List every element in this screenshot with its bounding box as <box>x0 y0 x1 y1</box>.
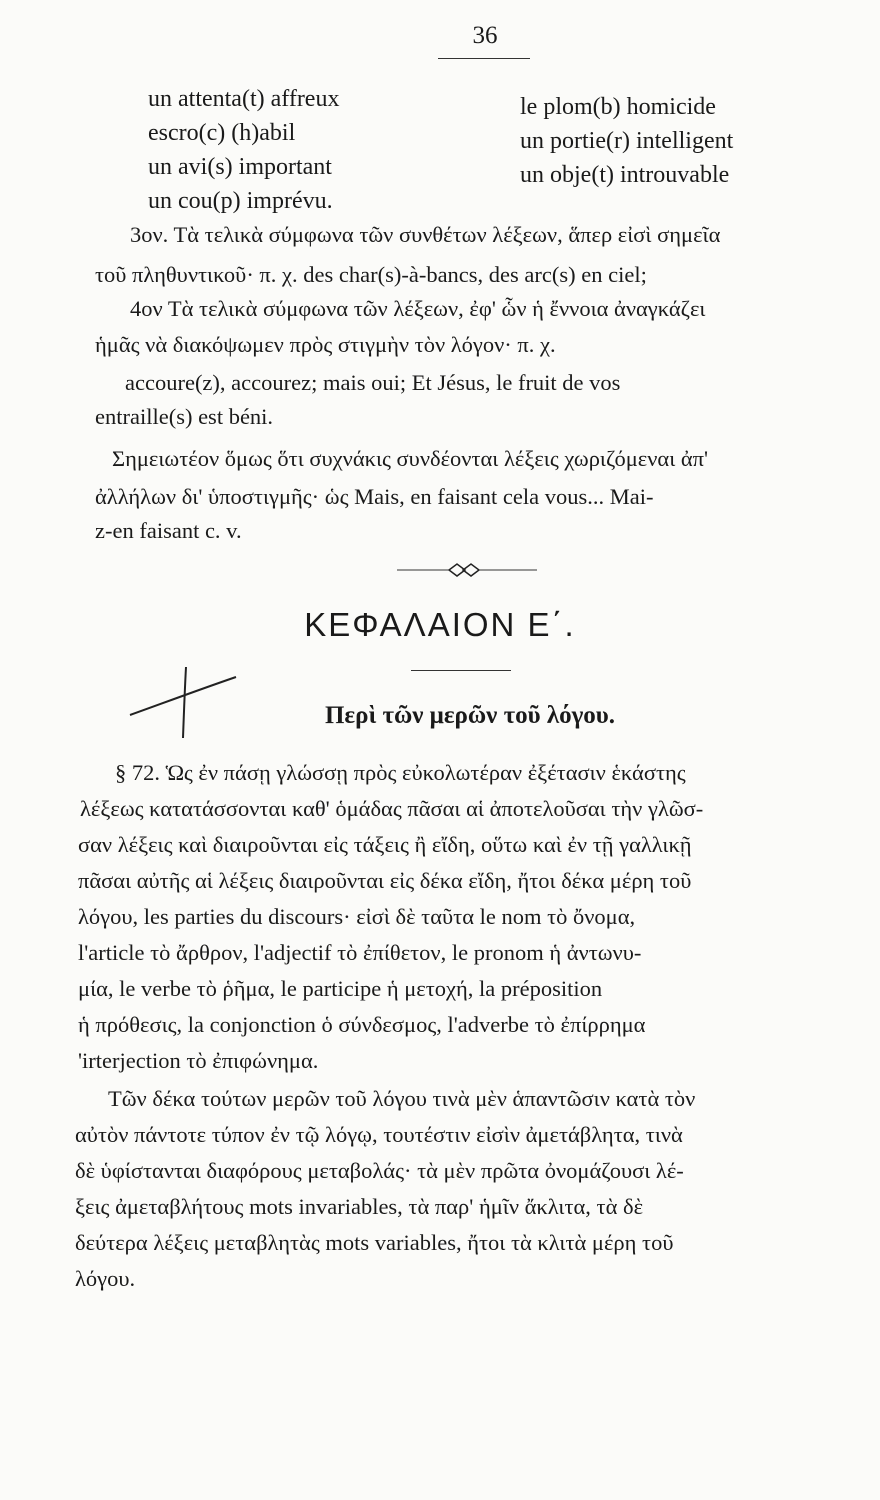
section-title: Περὶ τῶν μερῶν τοῦ λόγου. <box>324 702 616 729</box>
rule-4-example-line: entraille(s) est béni. <box>95 404 274 429</box>
note-line: z-en faisant c. v. <box>95 518 242 543</box>
example-line: un obje(t) introuvable <box>520 162 730 188</box>
section-ornament <box>397 560 537 580</box>
example-line: escro(c) (h)abil <box>148 120 296 146</box>
example-line: un attenta(t) affreux <box>148 86 340 112</box>
paragraph-final-line: ξεις ἀμεταβλήτους mots invariables, τὰ παρ' ἡμῖν ἄκλιτα, τὰ δὲ <box>75 1194 644 1219</box>
paragraph-72-line: § 72. Ὡς ἐν πάσῃ γλώσσῃ πρὸς εὐκολωτέραν ἐξέτασιν ἑκάστης <box>115 760 686 785</box>
paragraph-final-line: δεύτερα λέξεις μεταβλητὰς mots variables, ἤτοι τὰ κλιτὰ μέρη τοῦ <box>75 1230 674 1255</box>
paragraph-72-line: l'article τὸ ἄρθρον, l'adjectif τὸ ἐπίθετον, le pronom ἡ ἀντωνυ- <box>78 940 642 965</box>
paragraph-72-line: σαν λέξεις καὶ διαιροῦνται εἰς τάξεις ἢ εἴδη, οὕτω καὶ ἐν τῇ γαλλικῇ <box>78 832 692 857</box>
paragraph-final-line: λόγου. <box>75 1266 136 1291</box>
paragraph-72-line: ἡ πρόθεσις, la conjonction ὁ σύνδεσμος, l'adverbe τὸ ἐπίρρημα <box>78 1012 646 1037</box>
paragraph-72-line: λέξεως κατατάσσονται καθ' ὁμάδας πᾶσαι αἱ ἀποτελοῦσαι τὴν γλῶσ- <box>80 796 704 821</box>
paragraph-final-line: αὐτὸν πάντοτε τύπον ἐν τῷ λόγῳ, τουτέστιν εἰσὶν ἀμετάβλητα, τινὰ <box>75 1122 683 1147</box>
example-line: un portie(r) intelligent <box>520 128 734 154</box>
paragraph-final-line: Τῶν δέκα τούτων μερῶν τοῦ λόγου τινὰ μὲν ἁπαντῶσιν κατὰ τὸν <box>108 1086 696 1111</box>
paragraph-72-line: λόγου, les parties du discours· εἰσὶ δὲ ταῦτα le nom τὸ ὄνομα, <box>78 904 636 929</box>
rule-3-line: 3ον. Τὰ τελικὰ σύμφωνα τῶν συνθέτων λέξεων, ἅπερ εἰσὶ σημεῖα <box>130 222 721 247</box>
example-line: un avi(s) important <box>148 154 332 180</box>
example-line: un cou(p) imprévu. <box>148 188 333 214</box>
page-number: 36 <box>472 22 498 49</box>
rule-4-example-line: accoure(z), accourez; mais oui; Et Jésus, le fruit de vos <box>125 370 621 395</box>
left-examples <box>148 82 339 218</box>
paragraph-72-line: πᾶσαι αὐτῆς αἱ λέξεις διαιροῦνται εἰς δέκα εἴδη, ἤτοι δέκα μέρη τοῦ <box>78 868 692 893</box>
example-line: le plom(b) homicide <box>520 94 716 120</box>
chapter-title: ΚΕΦΑΛΑΙΟΝ Ε΄. <box>304 606 576 643</box>
rule-4-line: 4ον Τὰ τελικὰ σύμφωνα τῶν λέξεων, ἐφ' ὧν ἡ ἔννοια ἀναγκάζει <box>130 296 706 321</box>
right-examples <box>520 90 733 192</box>
paragraph-72-line: 'irterjection τὸ ἐπιφώνημα. <box>78 1048 319 1073</box>
note-line: ἀλλήλων δι' ὑποστιγμῆς· ὡς Mais, en faisant cela vous... Mai- <box>95 484 654 509</box>
paragraph-72-line: μία, le verbe τὸ ῥῆμα, le participe ἡ μετοχή, la préposition <box>78 976 603 1001</box>
rule-3-line: τοῦ πληθυντικοῦ· π. χ. des char(s)-à-bancs, des arc(s) en ciel; <box>95 262 647 287</box>
page-number-rule <box>438 58 530 59</box>
note-line: Σημειωτέον ὅμως ὅτι συχνάκις συνδέονται λέξεις χωριζόμεναι ἀπ' <box>112 446 709 471</box>
rule-4-line: ἡμᾶς νὰ διακόψωμεν πρὸς στιγμὴν τὸν λόγον· π. χ. <box>95 332 556 357</box>
paragraph-final-line: δὲ ὑφίστανται διαφόρους μεταβολάς· τὰ μὲν πρῶτα ὀνομάζουσι λέ- <box>75 1158 684 1183</box>
chapter-rule <box>411 670 511 671</box>
